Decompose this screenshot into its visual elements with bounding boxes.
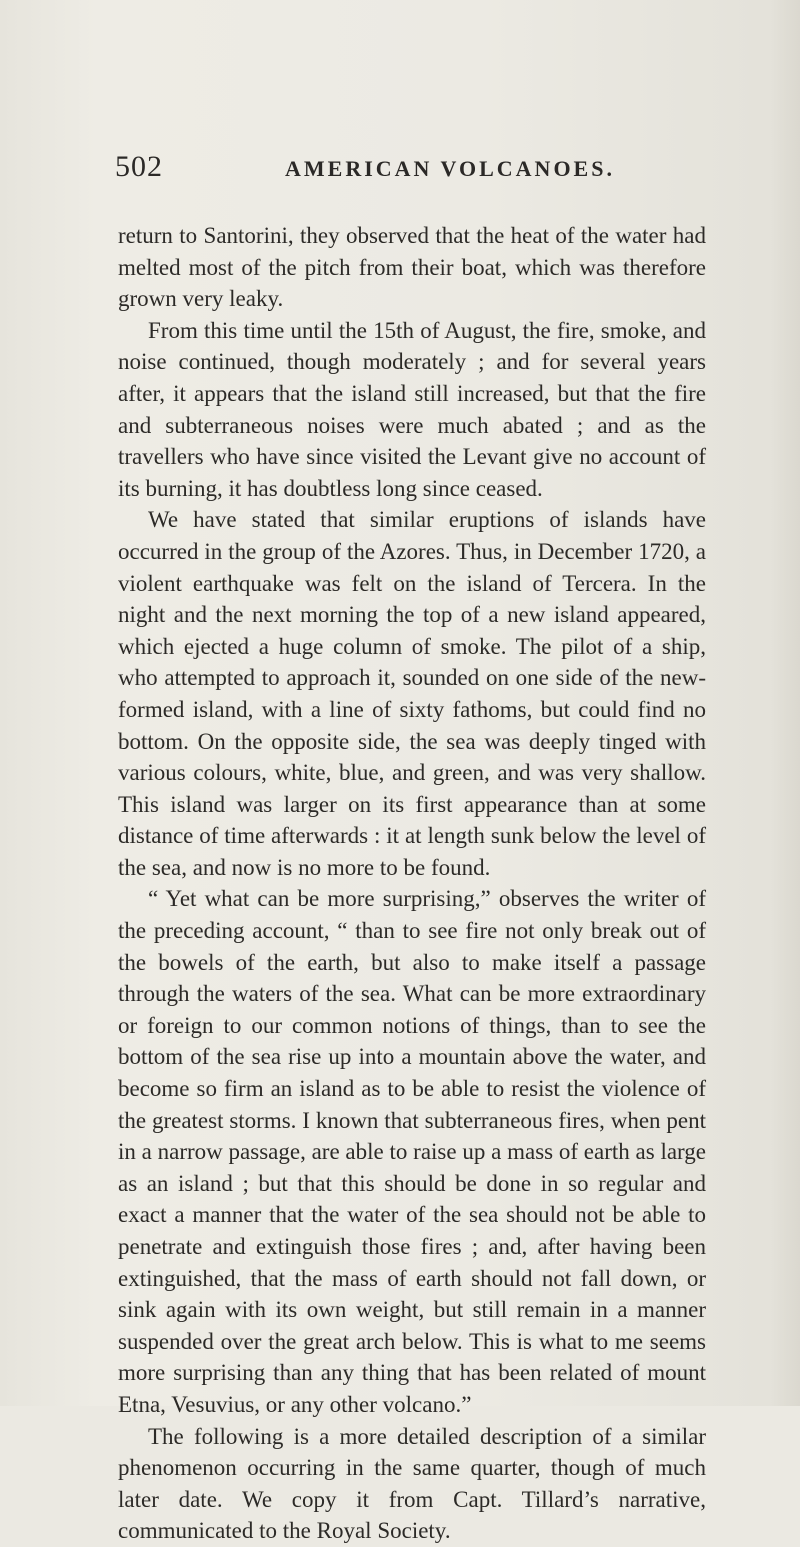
paragraph-continuation: return to Santorini, they observed that the heat of the water had melted most of the pitch from their boat, which was therefore grown very leaky. <box>118 223 706 312</box>
paragraph: We have stated that similar eruptions of islands have occurred in the group of the Azores. Thus, in December 1720, a violent earthquake was felt on the island of Tercera. In the night and the next morning the top of a new island appeared, which ejected a huge column of smoke. The pilot of a ship, who attempted to approach it, sounded on one side of the new-formed island, with a line of sixty fathoms, but could find no bottom. On the opposite side, the sea was deeply tinged with various colours, white, blue, and green, and was very shallow. This island was larger on its first appearance than at some distance of time afterwards : it at length sunk below the level of the sea, and now is no more to be found. <box>118 507 706 880</box>
running-head: AMERICAN VOLCANOES. <box>285 156 615 181</box>
body-text <box>118 220 706 1547</box>
page-header <box>115 150 715 190</box>
page-number: 502 <box>115 150 163 183</box>
paragraph: From this time until the 15th of August, the fire, smoke, and noise continued, though moderately ; and for several years after, it appears that the island still increased, but that the fire and subterraneous noises were much abated ; and as the travellers who have since visited the Levant give no account of its burning, it has doubtless long since ceased. <box>118 317 706 501</box>
paragraph-quotation: “ Yet what can be more surprising,” observes the writer of the preceding account, “ than to see fire not only break out of the bowels of the earth, but also to make itself a passage through the waters of the sea. What can be more extraordinary or foreign to our common notions of things, than to see the bottom of the sea rise up into a mountain above the water, and become so firm an island as to be able to resist the violence of the greatest storms. I known that subterraneous fires, when pent in a narrow passage, are able to raise up a mass of earth as large as an island ; but that this should be done in so regular and exact a manner that the water of the sea should not be able to penetrate and extinguish those fires ; and, after having been extinguished, that the mass of earth should not fall down, or sink again with its own weight, but still remain in a manner suspended over the great arch below. This is what to me seems more surprising than any thing that has been related of mount Etna, Vesuvius, or any other volcano.” <box>118 886 706 1417</box>
paragraph: The following is a more detailed description of a similar phenomenon occurring in the same quarter, though of much later date. We copy it from Capt. Tillard’s narrative, communicated to the Royal Society. <box>118 1423 706 1544</box>
page-edge-shading <box>770 0 800 1406</box>
